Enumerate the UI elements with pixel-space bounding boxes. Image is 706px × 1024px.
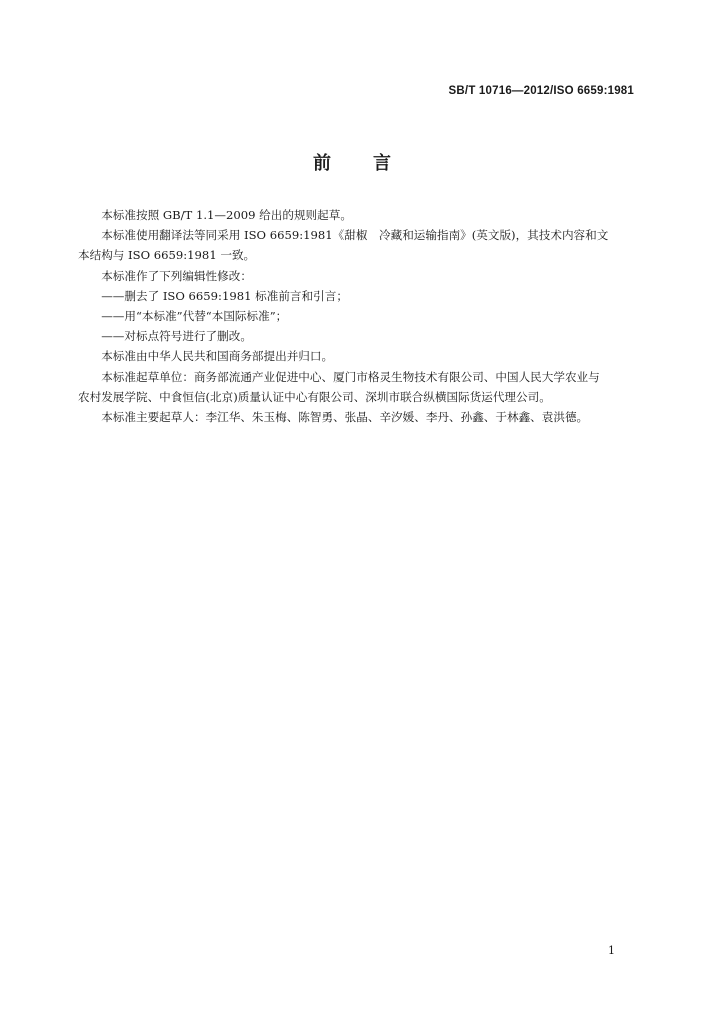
- title-char-right: 言: [373, 153, 393, 174]
- paragraph-editorial-changes: 本标准作了下列编辑性修改：: [101, 268, 252, 283]
- list-item-change-3: ——对标点符号进行了删改。: [101, 329, 252, 344]
- list-item-change-2: ——用“本标准”代替“本国际标准”；: [101, 309, 288, 324]
- paragraph-drafters: 本标准主要起草人：李江华、朱玉梅、陈智勇、张晶、辛汐媛、李丹、孙鑫、于林鑫、袁洪德。: [101, 410, 589, 425]
- title-char-left: 前: [313, 153, 333, 174]
- paragraph-drafting-units-line2: 农村发展学院、中食恒信(北京)质量认证中心有限公司、深圳市联合纵横国际货运代理公司。: [78, 389, 551, 404]
- paragraph-drafting-rule: 本标准按照 GB/T 1.1—2009 给出的规则起草。: [101, 208, 352, 222]
- paragraph-adoption-line1: 本标准使用翻译法等同采用 ISO 6659:1981《甜椒 冷藏和运输指南》(英文版)，其技术内容和文: [101, 228, 609, 243]
- paragraph-proposer: 本标准由中华人民共和国商务部提出并归口。: [101, 349, 334, 364]
- paragraph-drafting-units-line1: 本标准起草单位：商务部流通产业促进中心、厦门市格灵生物技术有限公司、中国人民大学农业与: [101, 369, 600, 384]
- page-number: 1: [608, 944, 615, 957]
- page-title: [0, 149, 706, 175]
- paragraph-adoption-line2: 本结构与 ISO 6659:1981 一致。: [78, 248, 256, 263]
- standard-code: SB/T 10716—2012/ISO 6659:1981: [448, 85, 634, 97]
- list-item-change-1: ——删去了 ISO 6659:1981 标准前言和引言；: [101, 288, 348, 303]
- foreword-body: [78, 205, 638, 427]
